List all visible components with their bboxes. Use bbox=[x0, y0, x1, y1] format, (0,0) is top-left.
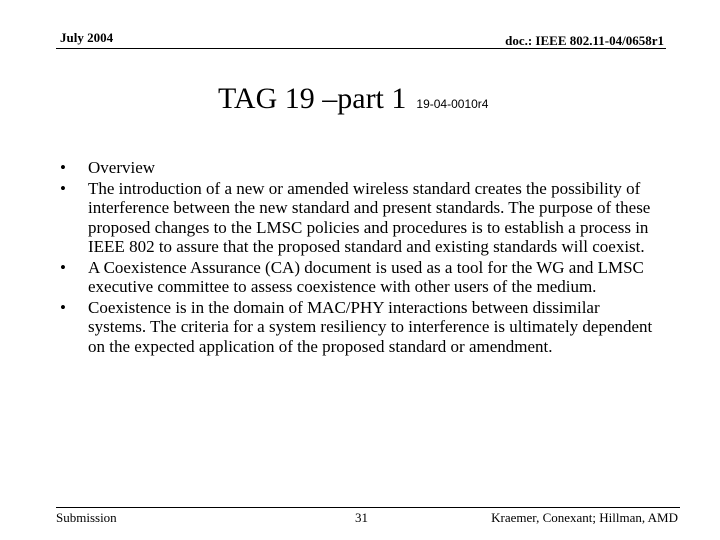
bullet-icon: • bbox=[60, 257, 66, 277]
title-main: TAG 19 –part 1 bbox=[218, 82, 407, 115]
bullet-text: Overview bbox=[88, 158, 156, 177]
bullet-text: A Coexistence Assurance (CA) document is used as a tool for the WG and LMSC executive committee to assess coexistence with other users of the medium. bbox=[88, 257, 644, 296]
footer-divider bbox=[56, 507, 680, 508]
list-item bbox=[60, 158, 660, 178]
list-item bbox=[60, 179, 660, 257]
footer-authors: Kraemer, Conexant; Hillman, AMD bbox=[491, 510, 678, 525]
slide-title bbox=[218, 82, 488, 116]
header-divider bbox=[56, 48, 666, 49]
header-doc-id: doc.: IEEE 802.11-04/0658r1 bbox=[505, 33, 664, 48]
header-date: July 2004 bbox=[60, 30, 114, 45]
title-reference: 19-04-0010r4 bbox=[416, 97, 489, 111]
bullet-icon: • bbox=[60, 178, 66, 198]
page-number: 31 bbox=[355, 510, 368, 525]
bullet-icon: • bbox=[60, 297, 66, 317]
list-item bbox=[60, 258, 660, 297]
bullet-text: Coexistence is in the domain of MAC/PHY interactions between dissimilar systems. The criteria for a system resiliency to interference is ultimately dependent on the expected application of the proposed standard or amendment. bbox=[88, 297, 653, 356]
bullet-list bbox=[60, 158, 660, 357]
bullet-icon: • bbox=[60, 158, 66, 177]
footer-submission: Submission bbox=[56, 510, 117, 525]
list-item bbox=[60, 298, 660, 357]
bullet-text: The introduction of a new or amended wireless standard creates the possibility of interference between the new standard and present standards. The purpose of these proposed changes to the LMSC policies and procedures is to establish a process in IEEE 802 to assure that the proposed standard and existing standards will coexist. bbox=[88, 178, 651, 256]
